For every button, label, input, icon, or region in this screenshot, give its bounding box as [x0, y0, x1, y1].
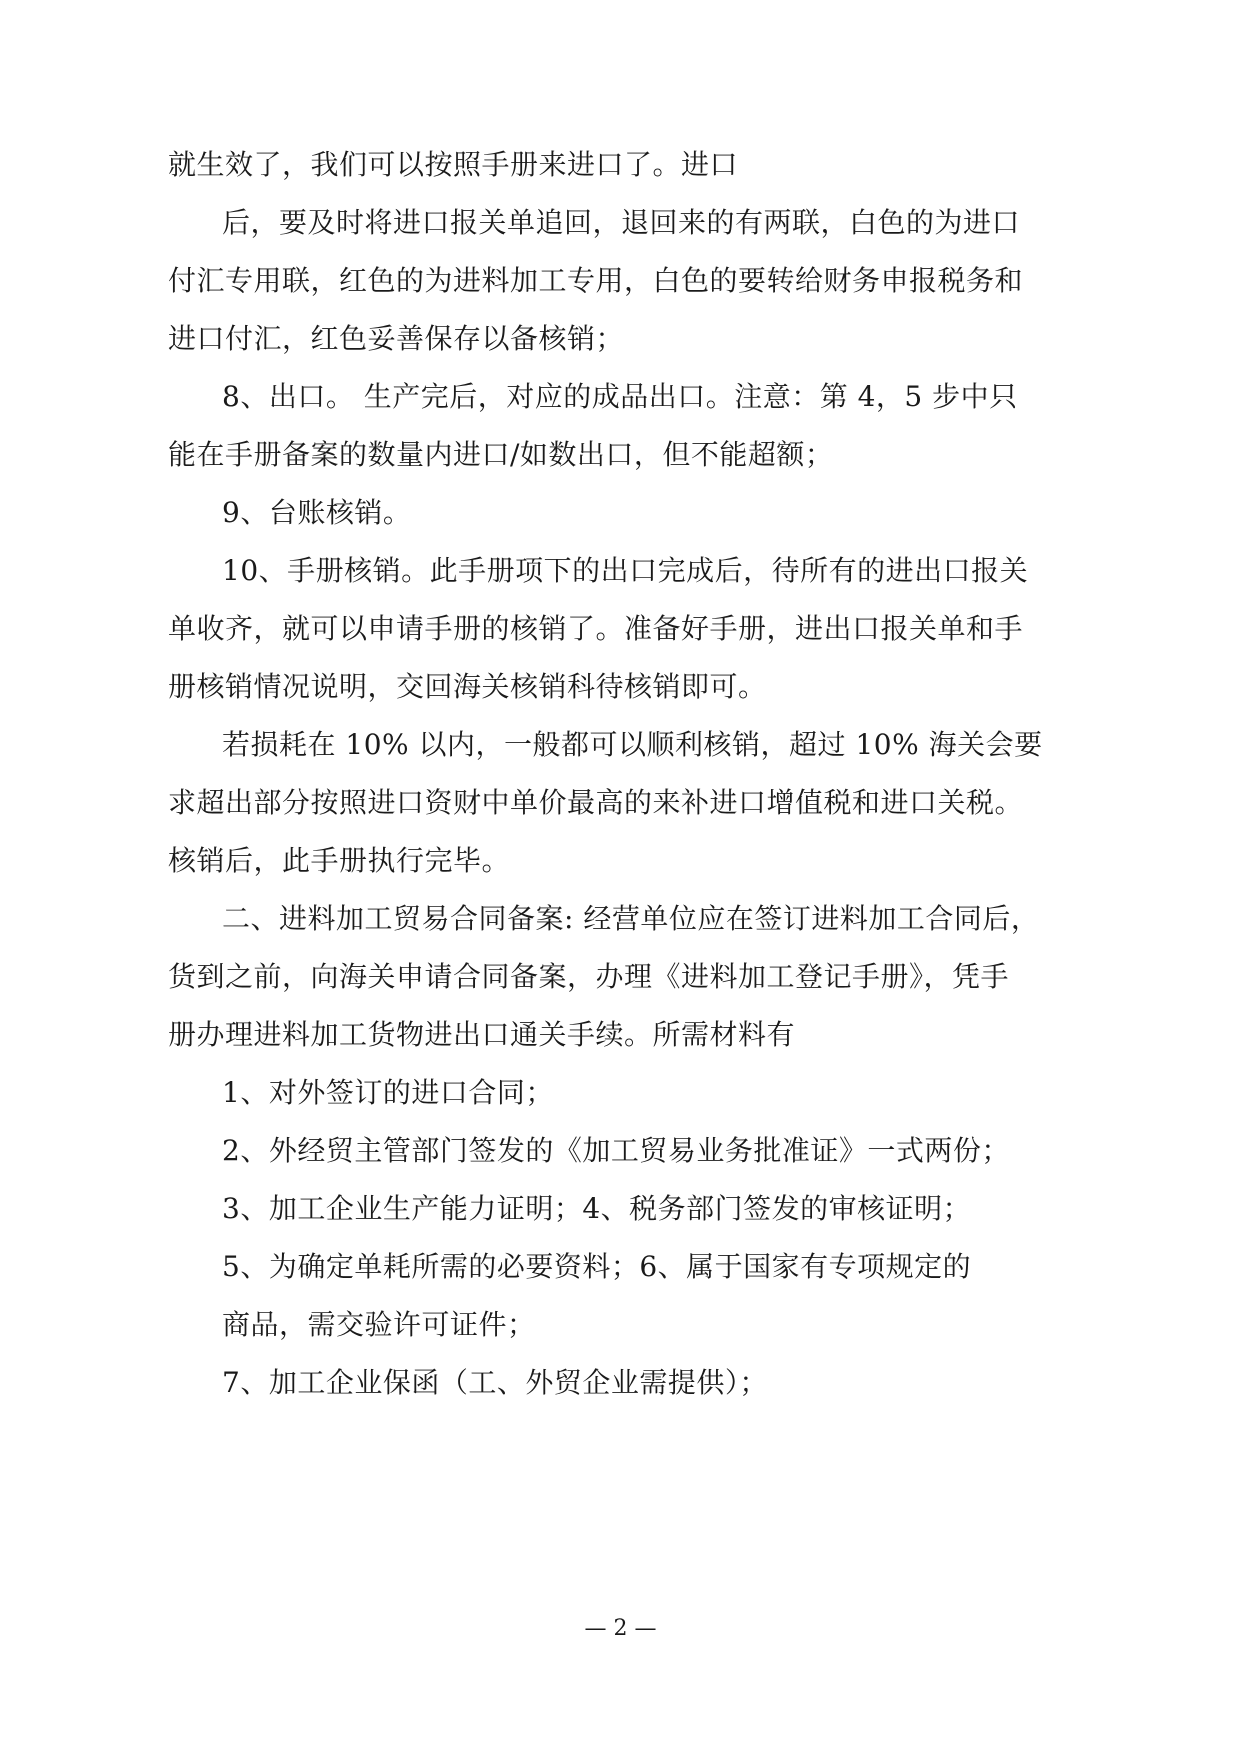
text-line: 9、台账核销。: [222, 496, 412, 529]
text-line: 二、进料加工贸易合同备案: 经营单位应在签订进料加工合同后，: [222, 902, 1040, 935]
list-item: 2、外经贸主管部门签发的《加工贸易业务批准证》一式两份；: [222, 1134, 1010, 1167]
list-item: 商品，需交验许可证件；: [222, 1308, 536, 1341]
text-line: 进口付汇，红色妥善保存以备核销；: [168, 322, 625, 355]
list-item: 1、对外签订的进口合同；: [222, 1076, 554, 1109]
text-line: 就生效了，我们可以按照手册来进口了。进口: [168, 148, 739, 181]
text-line: 货到之前，向海关申请合同备案，办理《进料加工登记手册》，凭手: [168, 960, 1010, 993]
text-line: 8、出口。 生产完后，对应的成品出口。注意：第 4，5 步中只: [222, 380, 1018, 413]
text-line: 册办理进料加工货物进出口通关手续。所需材料有: [168, 1018, 796, 1051]
text-line: 求超出部分按照进口资财中单价最高的来补进口增值税和进口关税。: [168, 786, 1024, 819]
text-line: 若损耗在 10% 以内，一般都可以顺利核销，超过 10% 海关会要: [222, 728, 1043, 761]
text-line: 单收齐，就可以申请手册的核销了。准备好手册，进出口报关单和手: [168, 612, 1024, 645]
text-line: 付汇专用联，红色的为进料加工专用，白色的要转给财务申报税务和: [168, 264, 1024, 297]
text-line: 能在手册备案的数量内进口/如数出口，但不能超额；: [168, 438, 834, 471]
text-line: 10、手册核销。此手册项下的出口完成后，待所有的进出口报关: [222, 554, 1029, 587]
text-line: 册核销情况说明，交回海关核销科待核销即可。: [168, 670, 767, 703]
text-line: 核销后，此手册执行完毕。: [168, 844, 511, 877]
list-item: 7、加工企业保函（工、外贸企业需提供）；: [222, 1366, 768, 1399]
page-number: — 2 —: [584, 1616, 657, 1641]
text-line: 后，要及时将进口报关单追回，退回来的有两联，白色的为进口: [222, 206, 1021, 239]
list-item: 5、为确定单耗所需的必要资料；6、属于国家有专项规定的: [222, 1250, 972, 1283]
list-item: 3、加工企业生产能力证明；4、税务部门签发的审核证明；: [222, 1192, 972, 1225]
